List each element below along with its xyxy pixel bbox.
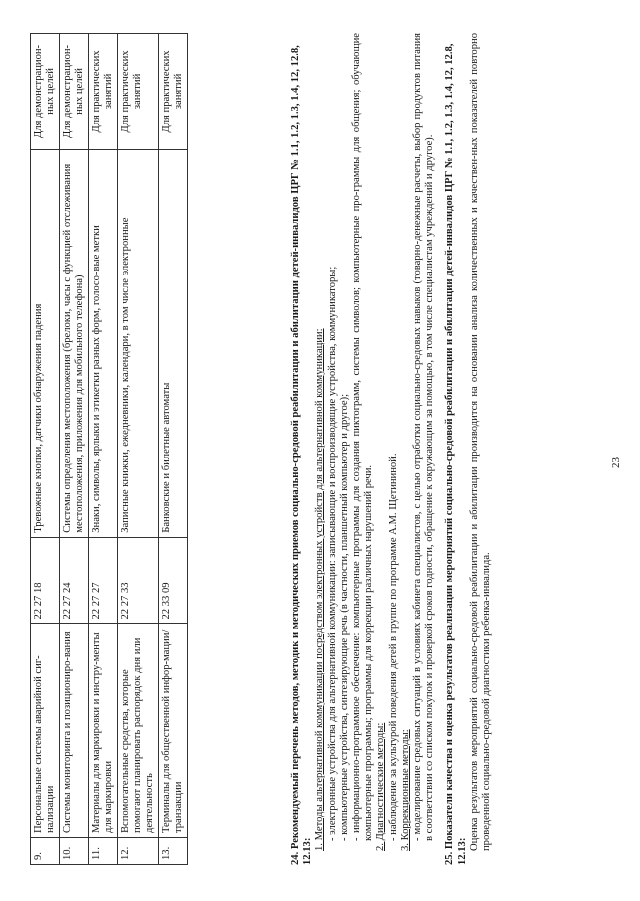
row-number-cell: 9. bbox=[31, 838, 60, 865]
device-name-cell: Системы мониторинга и позициониро-вания bbox=[60, 624, 89, 838]
classification-code-cell: 22 33 09 bbox=[159, 537, 188, 624]
classification-code-cell: 22 27 27 bbox=[89, 537, 118, 624]
page-content bbox=[290, 33, 493, 865]
section-25-text: Оценка результатов мероприятий социально-средовой реабилитации и абилитации производится на основании анализа количественных и качествен-ных показателей повторно проведенной социально-средовой диагностики ребенка-инвалида. bbox=[468, 33, 493, 851]
list-item-3-bullet-1: - моделирование средовых ситуаций в условиях кабинета специалистов, с целью отработки социально-средовых навыков (товарно-денежные расчеты, выбор продуктов питания в соответствии со списком покупок и проверкой сроков годности, обращение к окружающим за помощью, в том числе специалистам учреждений и другое). bbox=[412, 33, 436, 841]
device-examples-cell: Тревожные кнопки, датчики обнаружения падения bbox=[31, 149, 60, 537]
device-name-cell: Терминалы для общественной инфор-мации/транзакции bbox=[159, 624, 188, 838]
list-item-1-title bbox=[314, 33, 326, 865]
device-name-cell: Персональные системы аварийной сиг-нализации bbox=[31, 624, 60, 838]
table-row bbox=[118, 34, 159, 865]
row-number-cell: 13. bbox=[159, 838, 188, 865]
table-row bbox=[31, 34, 60, 865]
table-row bbox=[159, 34, 188, 865]
row-number-cell: 10. bbox=[60, 838, 89, 865]
usage-purpose-cell: Для практических занятий bbox=[159, 34, 188, 150]
table-row bbox=[89, 34, 118, 865]
list-item-1-bullet-2: - компьютерные устройства, синтезирующие речь (в частности, планшетный компьютер и другое); bbox=[338, 393, 350, 841]
table-row bbox=[60, 34, 89, 865]
list-item-3-text: 3. Коррекционные методы: bbox=[399, 729, 411, 851]
list-item-2-title bbox=[375, 33, 387, 865]
list-item-1-text: 1. Методы альтернативной коммуникации посредством электронных устройств для альтернативной коммуникации: bbox=[314, 328, 326, 851]
classification-code-cell: 22 27 24 bbox=[60, 537, 89, 624]
device-examples-cell: Банковские и билетные автоматы bbox=[159, 149, 188, 537]
usage-purpose-cell: Для практических занятий bbox=[118, 34, 159, 150]
list-item-1-bullet-3: - информационно-программное обеспечение: компьютерные программы для создания пиктограмм, системы символов; компьютерные про-граммы для общения; обучающие компьютерные программы; программы для коррекции различных нарушений речи. bbox=[351, 33, 375, 841]
page-number: 23 bbox=[610, 457, 622, 468]
list-item-2-text: 2. Диагностические методы: bbox=[375, 722, 387, 851]
list-item-3-title bbox=[400, 33, 412, 865]
usage-purpose-cell: Для демонстрацион-ных целей bbox=[31, 34, 60, 150]
row-number-cell: 11. bbox=[89, 838, 118, 865]
device-examples-cell: Знаки, символы, ярлыки и этикетки разных форм, голосо-вые метки bbox=[89, 149, 118, 537]
classification-code-cell: 22 27 18 bbox=[31, 537, 60, 624]
device-name-cell: Материалы для маркировки и инстру-менты для маркировки bbox=[89, 624, 118, 838]
equipment-table bbox=[30, 33, 188, 865]
usage-purpose-cell: Для практических занятий bbox=[89, 34, 118, 150]
list-item-1-bullet-1: - электронные устройства для альтернативной коммуникации: записывающие и воспроизводящие устройства, коммуникаторы; bbox=[326, 266, 338, 841]
device-examples-cell: Системы определения местоположения (брелоки, часы с функцией отслеживания местоположения, приложения для мобильного телефона) bbox=[60, 149, 89, 537]
row-number-cell: 12. bbox=[118, 838, 159, 865]
section-25-heading: 25. Показатели качества и оценка результатов реализации мероприятий социально-средовой реабилитации и абилитации детей-инвалидов ЦРГ № 1.1, 1.2, 1.3, 1.4, 12, 12.8, 12.13: bbox=[444, 43, 468, 865]
classification-code-cell: 22 27 33 bbox=[118, 537, 159, 624]
device-examples-cell: Записные книжки, ежедневники, календари, в том числе электронные bbox=[118, 149, 159, 537]
usage-purpose-cell: Для демонстрацион-ных целей bbox=[60, 34, 89, 150]
list-item-2-bullet-1: - наблюдение за культурой поведения детей в группе по программе А.М. Щетининой. bbox=[387, 453, 399, 841]
section-24-heading: 24. Рекомендуемый перечень методов, методик и методических приемов социально-средовой реабилитации и абилитации детей-инвалидов ЦРГ № 1.1, 1.2, 1.3, 1.4, 12, 12.8, 12.13: bbox=[290, 45, 314, 865]
device-name-cell: Вспомогательные средства, которые помогают планировать распорядок дня или деятельность bbox=[118, 624, 159, 838]
